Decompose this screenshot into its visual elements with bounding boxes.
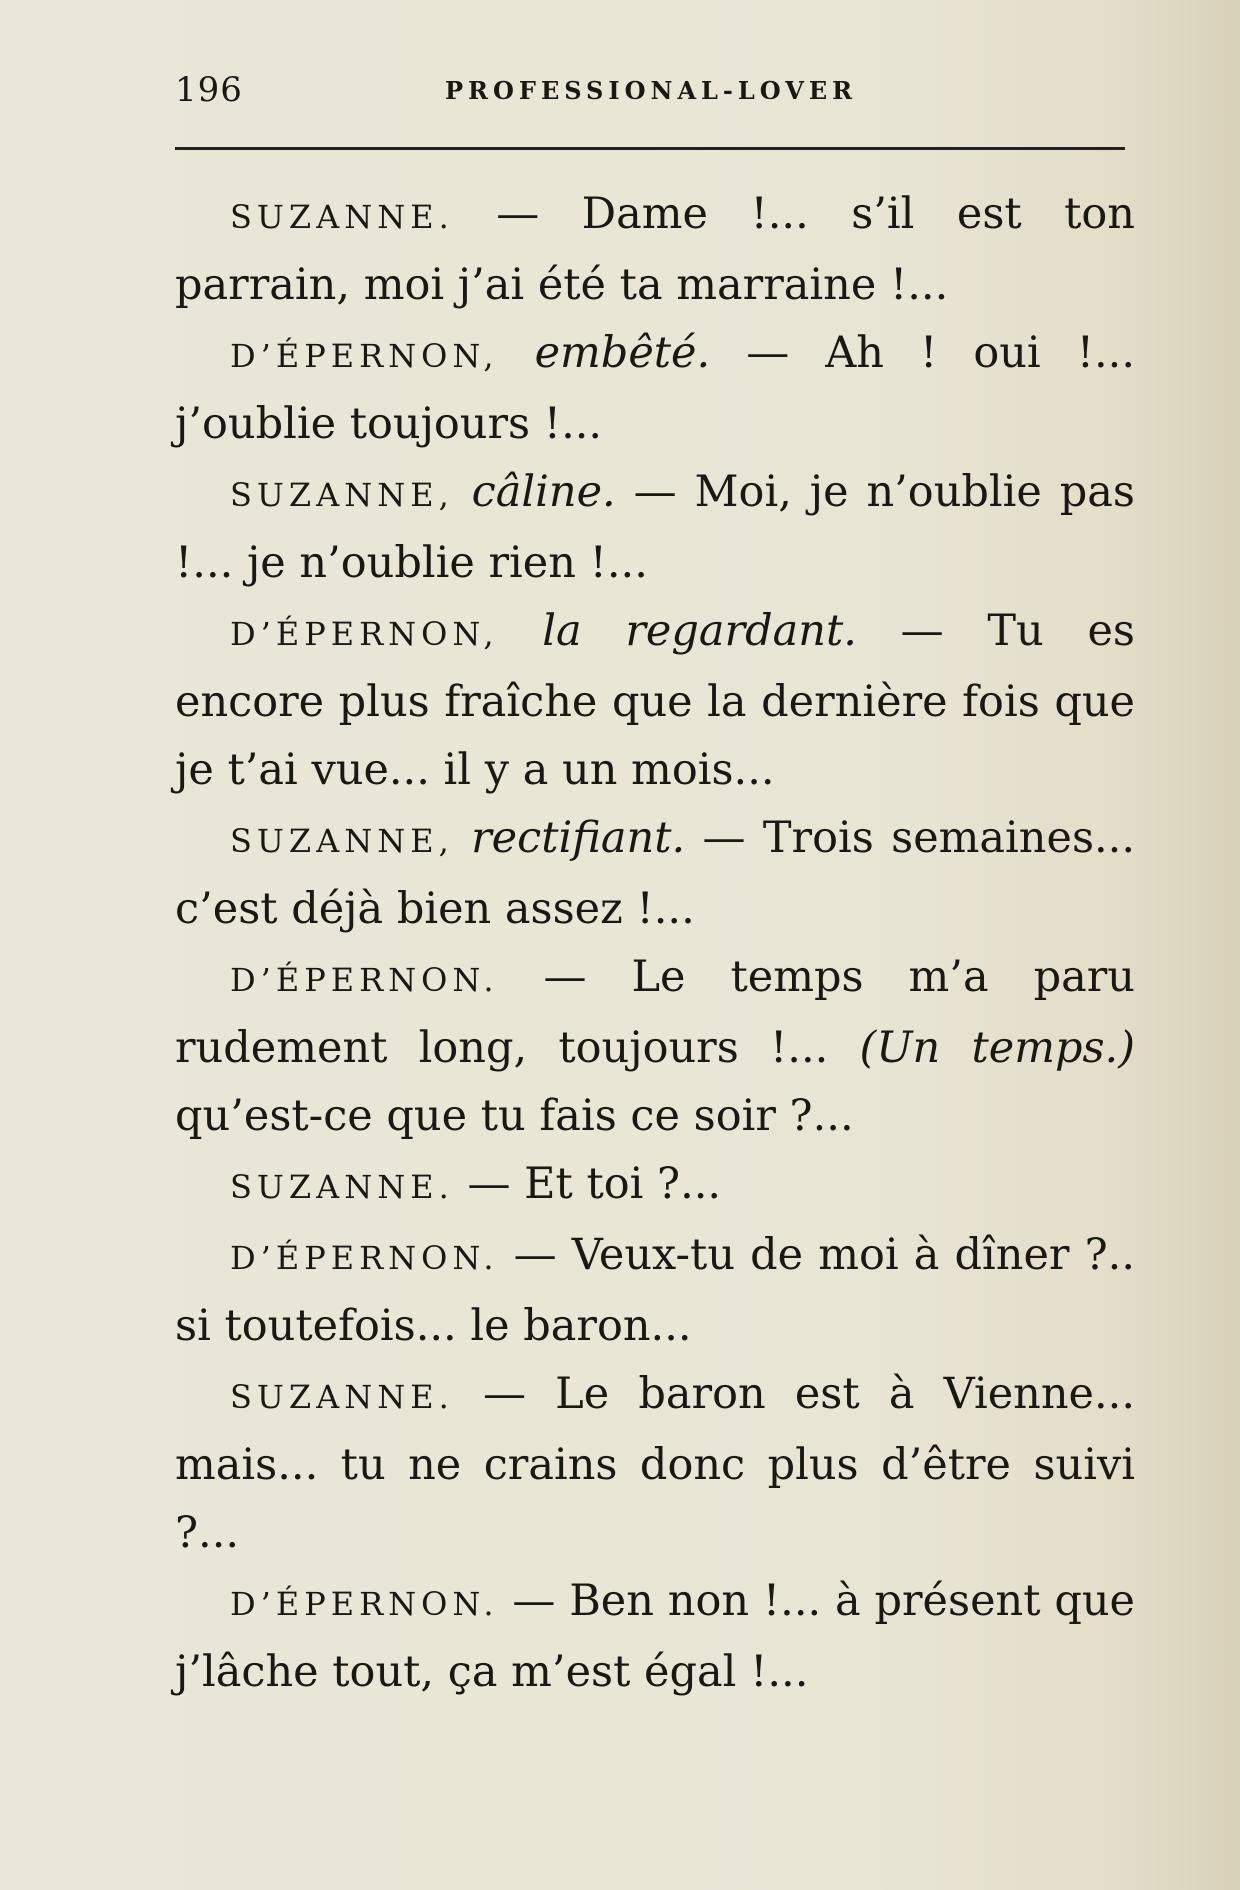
- speaker-name: SUZANNE.: [230, 1168, 454, 1206]
- running-title: PROFESSIONAL-LOVER: [445, 76, 858, 105]
- page-number: 196: [175, 70, 243, 110]
- line-text: — Ben non !... à présent que j’lâche tout, ça m’est égal !...: [175, 1576, 1135, 1697]
- line-text: — Trois semaines... c’est déjà bien assez !...: [175, 813, 1136, 934]
- line-text: — Et toi ?...: [467, 1159, 722, 1209]
- dialogue-paragraph: [175, 804, 1135, 943]
- header-rule: [175, 147, 1125, 150]
- line-text: — Veux-tu de moi à dîner ?.. si toutefois... le baron...: [175, 1230, 1135, 1351]
- speaker-name: SUZANNE,: [230, 822, 454, 860]
- speaker-name: SUZANNE.: [230, 1378, 454, 1416]
- dialogue-paragraph: [175, 1221, 1135, 1360]
- speaker-name: D’ÉPERNON.: [230, 961, 499, 999]
- dialogue-paragraph: [175, 597, 1135, 804]
- line-text-continued: qu’est-ce que tu fais ce soir ?...: [175, 1091, 854, 1141]
- dialogue-paragraph: [175, 943, 1135, 1150]
- page-header: [175, 60, 1125, 110]
- line-text: — Dame !... s’il est ton parrain, moi j’ai été ta marraine !...: [175, 189, 1135, 310]
- dialogue-paragraph: [175, 180, 1135, 319]
- line-text: — Le temps m’a paru rudement long, toujours !...: [175, 952, 1136, 1073]
- line-text: — Le baron est à Vienne... mais... tu ne crains donc plus d’être suivi ?...: [175, 1369, 1135, 1558]
- dialogue-paragraph: [175, 1567, 1135, 1706]
- stage-direction: rectifiant.: [471, 813, 686, 863]
- line-text: — Moi, je n’oublie pas !... je n’oublie rien !...: [175, 467, 1135, 588]
- dialogue-paragraph: [175, 319, 1135, 458]
- speaker-name: SUZANNE,: [230, 476, 454, 514]
- stage-direction: (Un temps.): [859, 1023, 1136, 1073]
- speaker-name: D’ÉPERNON,: [230, 337, 499, 375]
- speaker-name: SUZANNE.: [230, 198, 454, 236]
- dialogue-text: [175, 180, 1135, 1706]
- speaker-name: D’ÉPERNON.: [230, 1585, 499, 1623]
- line-text: — Tu es encore plus fraîche que la dernière fois que je t’ai vue... il y a un mois...: [175, 606, 1135, 795]
- stage-direction: la regardant.: [542, 606, 857, 656]
- speaker-name: D’ÉPERNON.: [230, 1239, 499, 1277]
- dialogue-paragraph: [175, 1150, 1135, 1221]
- dialogue-paragraph: [175, 1360, 1135, 1567]
- dialogue-paragraph: [175, 458, 1135, 597]
- stage-direction: embêté.: [534, 328, 711, 378]
- speaker-name: D’ÉPERNON,: [230, 615, 499, 653]
- line-text: — Ah ! oui !... j’oublie toujours !...: [175, 328, 1136, 449]
- stage-direction: câline.: [471, 467, 616, 517]
